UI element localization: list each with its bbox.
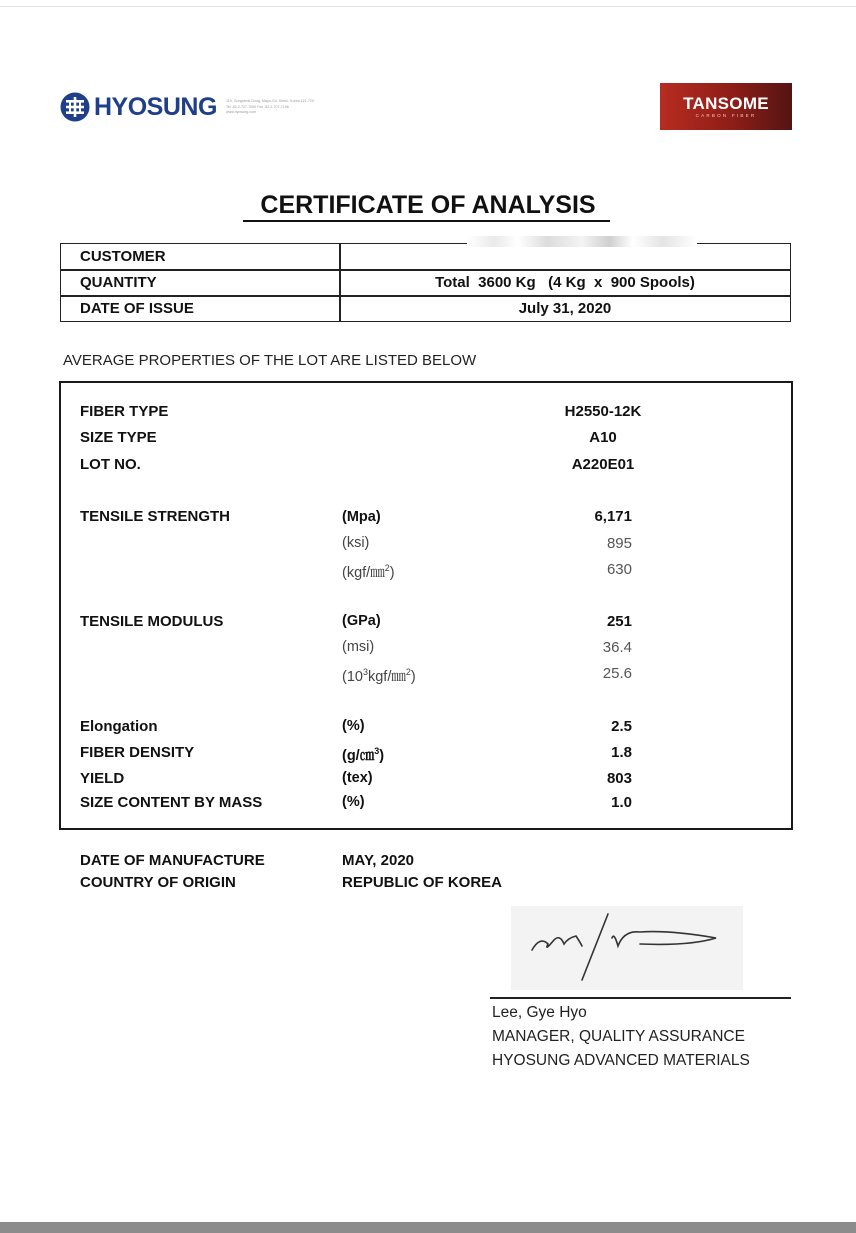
tensile-strength-kgf: 630 (606, 561, 632, 578)
issue-date-label: DATE OF ISSUE (80, 300, 194, 317)
quantity-label: QUANTITY (80, 274, 157, 291)
fiber-density-label: FIBER DENSITY (80, 744, 195, 761)
unit-tex: (tex) (342, 770, 373, 786)
unit-ksi: (ksi) (342, 535, 370, 551)
size-type-label: SIZE TYPE (80, 429, 157, 446)
signature-line (490, 997, 791, 999)
unit-text: ) (389, 565, 395, 581)
country-value: REPUBLIC OF KOREA (342, 874, 503, 891)
unit-kgf-mm2 (342, 561, 395, 582)
tensile-modulus-msi: 36.4 (602, 639, 632, 656)
properties-box (59, 381, 793, 830)
unit-10e3-kgf-mm2 (342, 665, 416, 686)
signer-name: Lee, Gye Hyo (492, 1004, 587, 1021)
company-address-line: Tel. 82-2-707-7000 Fax. 82-2-707-7196 (226, 104, 289, 109)
unit-percent: (%) (342, 718, 365, 734)
tensile-modulus-label: TENSILE MODULUS (80, 613, 224, 630)
unit-msi: (msi) (342, 639, 375, 655)
tensile-strength-ksi: 895 (606, 535, 632, 552)
bottom-bar (0, 1222, 856, 1233)
lot-no-value: A220E01 (571, 456, 635, 473)
unit-percent: (%) (342, 794, 365, 810)
table-divider (61, 295, 790, 297)
size-type-value: A10 (589, 429, 617, 446)
unit-text: kgf/㎜ (367, 669, 406, 685)
title-underline (243, 220, 610, 222)
table-divider (61, 269, 790, 271)
unit-g-cm3 (342, 744, 384, 765)
top-divider (0, 6, 856, 7)
manufacture-date-value: MAY, 2020 (342, 852, 414, 869)
brand-subtitle: CARBON FIBER (695, 113, 757, 118)
unit-exponent: 2 (405, 667, 411, 678)
customer-label: CUSTOMER (80, 248, 166, 265)
country-label: COUNTRY OF ORIGIN (80, 874, 236, 891)
tensile-strength-mpa: 6,171 (594, 508, 632, 525)
redacted-customer (467, 236, 697, 247)
fiber-type-value: H2550-12K (564, 403, 642, 420)
signer-title: MANAGER, QUALITY ASSURANCE (492, 1028, 745, 1045)
tensile-strength-label: TENSILE STRENGTH (80, 508, 231, 525)
company-address-line: 119, Gongdeok Dong, Mapo-Gu, Seoul, Korea 121-720 (226, 99, 314, 103)
size-content-value: 1.0 (611, 794, 632, 811)
issue-date-value: July 31, 2020 (518, 300, 612, 317)
company-address-line: www.hyosung.com (226, 110, 256, 115)
unit-text: (kgf/㎜ (342, 565, 385, 581)
signature-icon (520, 908, 730, 988)
manufacture-date-label: DATE OF MANUFACTURE (80, 852, 265, 869)
elongation-label: Elongation (80, 718, 158, 735)
lot-no-label: LOT NO. (80, 456, 141, 473)
signer-company: HYOSUNG ADVANCED MATERIALS (492, 1052, 750, 1069)
company-address (226, 99, 314, 116)
unit-gpa: (GPa) (342, 613, 381, 629)
elongation-value: 2.5 (611, 718, 632, 735)
hyosung-logo-icon (60, 92, 90, 122)
fiber-type-label: FIBER TYPE (80, 403, 169, 420)
page-title: CERTIFICATE OF ANALYSIS (260, 191, 596, 219)
tensile-modulus-kgf: 25.6 (602, 665, 632, 682)
unit-mpa: (Mpa) (342, 509, 381, 525)
company-name: HYOSUNG (94, 93, 217, 121)
unit-exponent: 2 (384, 563, 390, 574)
unit-text: ) (379, 748, 385, 764)
quantity-value: Total 3600 Kg (4 Kg x 900 Spools) (435, 274, 695, 291)
properties-intro: AVERAGE PROPERTIES OF THE LOT ARE LISTED BELOW (63, 352, 477, 369)
unit-text: ) (410, 669, 416, 685)
brand-name: TANSOME (683, 94, 769, 113)
yield-label: YIELD (80, 770, 125, 787)
size-content-label: SIZE CONTENT BY MASS (80, 794, 263, 811)
tansome-logo (660, 83, 792, 130)
unit-text: (g/㎝ (342, 748, 375, 764)
unit-exponent: 3 (374, 746, 380, 757)
yield-value: 803 (606, 770, 632, 787)
fiber-density-value: 1.8 (611, 744, 632, 761)
tensile-modulus-gpa: 251 (606, 613, 632, 630)
unit-exponent: 3 (362, 667, 368, 678)
unit-text: (10 (342, 669, 363, 685)
